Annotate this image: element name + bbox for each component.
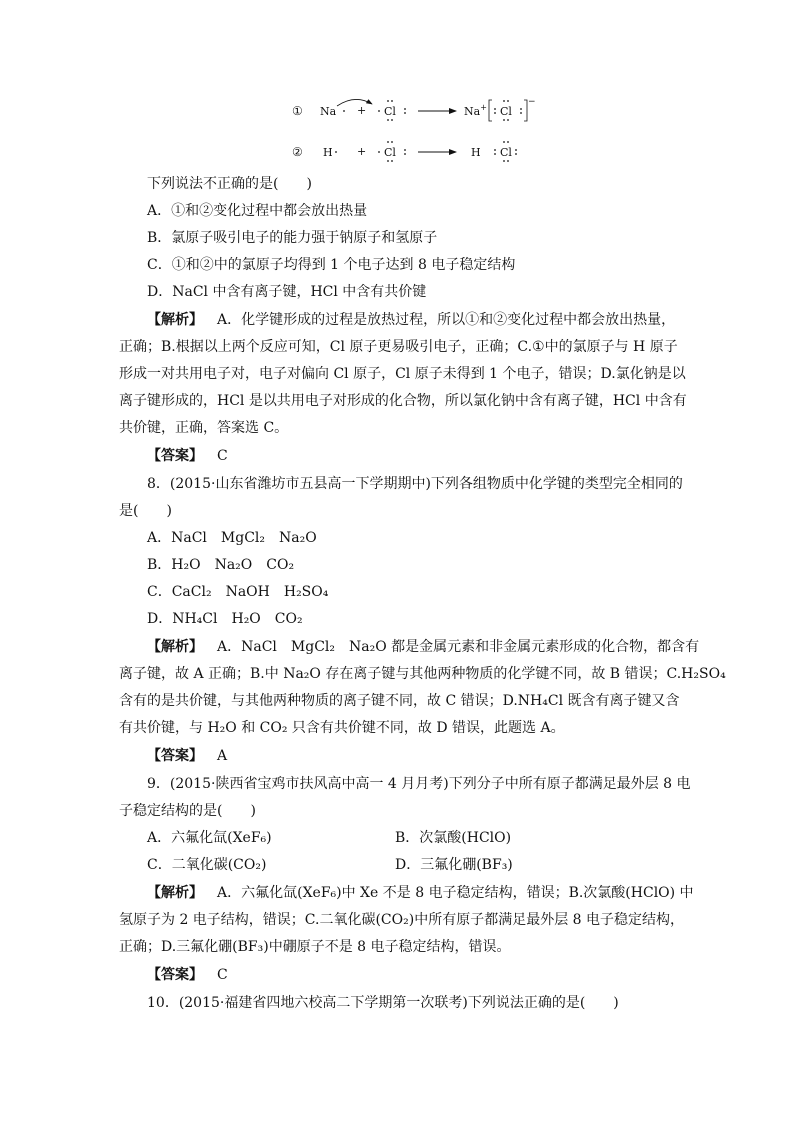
q8-stem: 8．(2015·山东省潍坊市五县高一下学期期中)下列各组物质中化学键的类型完全相同的	[147, 476, 683, 492]
q9-answer: C	[217, 967, 228, 983]
q9-stem: 9．(2015·陕西省宝鸡市扶风高中高一 4 月月考)下列分子中所有原子都满足最外层 8 电	[147, 776, 691, 792]
q7-analysis-tag: 【解析】	[147, 312, 203, 328]
q9-option-a: A．六氟化氙(XeF₆)	[147, 830, 272, 846]
q8-analysis-tag: 【解析】	[147, 639, 203, 655]
q8-answer-tag: 【答案】	[147, 748, 203, 764]
q7-stem: 下列说法不正确的是( )	[147, 176, 312, 192]
q9-stem: 子稳定结构的是( )	[119, 803, 256, 819]
q8-stem: 是( )	[119, 503, 172, 519]
q7-analysis-line: 共价键，正确，答案选 C。	[119, 420, 289, 436]
q8-analysis-line: A．NaCl MgCl₂ Na₂O 都是金属元素和非金属元素形成的化合物，都含有	[217, 639, 700, 655]
bracket-right	[524, 100, 527, 121]
q9-option-c: C．二氧化碳(CO₂)	[147, 857, 267, 873]
eq1-na: Na	[320, 105, 337, 118]
eq2-plus: +	[357, 145, 367, 158]
q9-option-b: B．次氯酸(HClO)	[395, 830, 512, 846]
q7-analysis-line: A．化学键形成的过程是放热过程，所以①和②变化过程中都会放出热量，	[217, 312, 676, 328]
eq1-plus: +	[357, 104, 367, 117]
bracket-left	[489, 100, 492, 121]
equation-1-number: ①	[292, 104, 303, 118]
q7-option-a: A．①和②变化过程中都会放出热量	[147, 203, 368, 219]
eq2-h: H	[323, 146, 333, 159]
q8-option-c: C．CaCl₂ NaOH H₂SO₄	[147, 584, 329, 600]
q7-option-c: C．①和②中的氯原子均得到 1 个电子达到 8 电子稳定结构	[147, 257, 516, 273]
q9-analysis-line: 正确；D.三氟化硼(BF₃)中硼原子不是 8 电子稳定结构，错误。	[119, 939, 511, 955]
eq1-product-charge: −	[528, 97, 536, 107]
q9-analysis-line: 氢原子为 2 电子结构，错误；C.二氧化碳(CO₂)中所有原子都满足最外层 8 电子稳定结构，	[119, 912, 685, 928]
q10-stem: 10．(2015·福建省四地六校高二下学期第一次联考)下列说法正确的是( )	[147, 995, 619, 1011]
eq2-cl: Cl	[384, 146, 396, 159]
equation-2-number: ②	[292, 145, 303, 159]
q7-analysis-line: 离子键形成的，HCl 是以共用电子对形成的化合物，所以氯化钠中含有离子键，HCl 中含有	[119, 393, 687, 409]
eq1-cl: Cl	[384, 105, 396, 118]
q8-answer: A	[217, 748, 228, 764]
q7-option-b: B．氯原子吸引电子的能力强于钠原子和氢原子	[147, 230, 438, 246]
q7-answer: C	[217, 448, 228, 464]
q9-analysis-line: A．六氟化氙(XeF₆)中 Xe 不是 8 电子稳定结构，错误；B.次氯酸(HClO) 中	[217, 885, 694, 901]
eq1-product-cl: Cl	[500, 105, 512, 118]
q7-analysis-line: 正确；B.根据以上两个反应可知，Cl 原子更易吸引电子，正确；C.①中的氯原子与 H 原子	[119, 339, 678, 355]
q9-answer-tag: 【答案】	[147, 967, 203, 983]
q8-analysis-line: 离子键，故 A 正确；B.中 Na₂O 存在离子键与其他两种物质的化学键不同，故 B 错误；C.H₂SO₄	[119, 666, 726, 682]
q8-option-d: D．NH₄Cl H₂O CO₂	[147, 611, 303, 627]
q7-option-d: D．NaCl 中含有离子键，HCl 中含有共价键	[147, 284, 427, 300]
q8-analysis-line: 有共价键，与 H₂O 和 CO₂ 只含有共价键不同，故 D 错误，此题选 A。	[119, 720, 565, 736]
electron-dot-diagram	[0, 0, 794, 180]
q7-answer-tag: 【答案】	[147, 448, 203, 464]
q8-option-a: A．NaCl MgCl₂ Na₂O	[147, 530, 317, 546]
electron-transfer-arrow	[337, 99, 372, 106]
q9-analysis-tag: 【解析】	[147, 885, 203, 901]
q8-option-b: B．H₂O Na₂O CO₂	[147, 557, 295, 573]
q9-option-d: D．三氟化硼(BF₃)	[395, 857, 513, 873]
q7-analysis-line: 形成一对共用电子对，电子对偏向 Cl 原子，Cl 原子未得到 1 个电子，错误；D.氯化钠是以	[119, 366, 686, 382]
eq2-product-cl: Cl	[500, 146, 512, 159]
eq1-product-na: Na+	[464, 103, 487, 118]
eq2-product-h: H	[471, 146, 481, 159]
q8-analysis-line: 含有的是共价键，与其他两种物质的离子键不同，故 C 错误；D.NH₄Cl 既含有离子键又含	[119, 693, 680, 709]
